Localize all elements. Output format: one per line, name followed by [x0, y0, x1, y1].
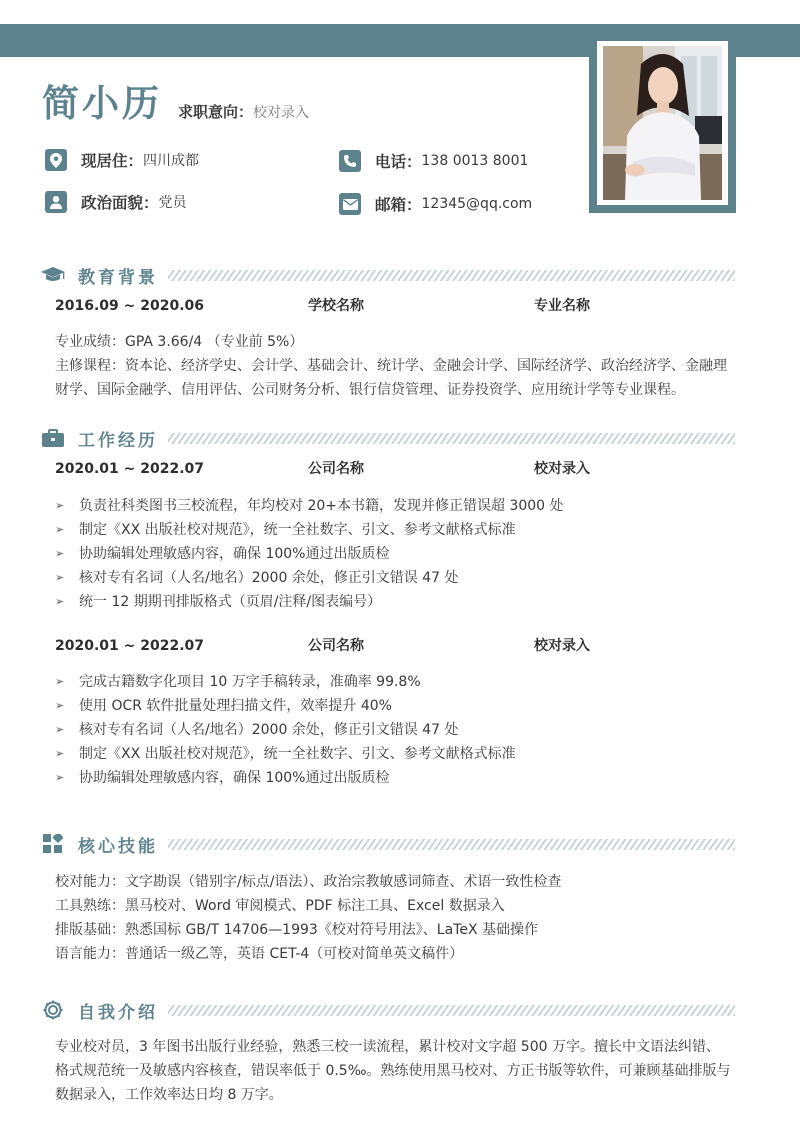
skills-list [55, 870, 735, 966]
profile-photo-illustration [603, 46, 722, 200]
section-divider-stripe [168, 1005, 735, 1016]
education-date: 2016.09 ~ 2020.06 [55, 298, 205, 314]
job-date: 2020.01 ~ 2022.07 [55, 638, 205, 654]
job-bullets [55, 494, 735, 614]
mail-icon [339, 193, 361, 215]
job-bullets [55, 670, 735, 790]
list-item: ➢ 协助编辑处理敏感内容，确保 100%通过出版质检 [55, 766, 735, 790]
list-item: ➢ 制定《XX 出版社校对规范》，统一全社数字、引文、参考文献格式标准 [55, 518, 735, 542]
education-row [55, 295, 735, 317]
phone-icon [339, 150, 361, 172]
arrow-bullet-icon: ➢ [55, 523, 65, 536]
education-courses-line-1: 主修课程：资本论、经济学史、会计学、基础会计、统计学、金融会计学、国际经济学、政治经济学、金融理 [55, 358, 727, 374]
job-company: 公司名称 [308, 461, 364, 477]
list-item: ➢ 负责社科类图书三校流程，年均校对 20+本书籍，发现并修正错误超 3000 处 [55, 494, 735, 518]
list-item: ➢ 协助编辑处理敏感内容，确保 100%通过出版质检 [55, 542, 735, 566]
graduation-cap-icon [40, 264, 66, 286]
info-political-status: 政治面貌： 党员 [45, 190, 187, 214]
job-row [55, 635, 735, 657]
about-text [55, 1035, 735, 1107]
candidate-name: 简小历 [42, 82, 162, 125]
education-major: 专业名称 [534, 298, 590, 314]
info-email: 邮箱： 12345@qq.com [339, 192, 532, 216]
arrow-bullet-icon: ➢ [55, 723, 65, 736]
arrow-bullet-icon: ➢ [55, 747, 65, 760]
section-skills-header [40, 831, 735, 857]
section-education-header [40, 262, 735, 288]
about-line: 格式规范统一及敏感内容核查，错误率低于 0.5‰。熟练使用黑马校对、方正书版等软件，可兼顾基础排版与 [55, 1063, 731, 1079]
section-education-title: 教育背景 [78, 267, 158, 288]
grid-blocks-icon [40, 833, 66, 855]
skill-line: 语言能力：普通话一级乙等，英语 CET-4（可校对简单英文稿件） [55, 946, 464, 962]
location-icon [45, 149, 67, 171]
job-intent-value: 校对录入 [253, 105, 310, 121]
arrow-bullet-icon: ➢ [55, 571, 65, 584]
about-line: 专业校对员，3 年图书出版行业经验，熟悉三校一读流程，累计校对文字超 500 万字。擅长中文语法纠错、 [55, 1039, 720, 1055]
job-intent [178, 101, 309, 124]
list-item: ➢ 核对专有名词（人名/地名）2000 余处，修正引文错误 47 处 [55, 718, 735, 742]
profile-photo-frame [589, 34, 736, 213]
profile-photo [603, 46, 722, 200]
list-item: ➢ 核对专有名词（人名/地名）2000 余处，修正引文错误 47 处 [55, 566, 735, 590]
section-work-header [40, 425, 735, 451]
skill-line: 校对能力：文字勘误（错别字/标点/语法）、政治宗教敏感词筛查、术语一致性检查 [55, 874, 562, 890]
arrow-bullet-icon: ➢ [55, 499, 65, 512]
arrow-bullet-icon: ➢ [55, 675, 65, 688]
person-icon [45, 191, 67, 213]
job-company: 公司名称 [308, 638, 364, 654]
section-divider-stripe [168, 270, 735, 281]
skill-line: 排版基础：熟悉国标 GB/T 14706—1993《校对符号用法》、LaTeX 基础操作 [55, 922, 538, 938]
section-skills-title: 核心技能 [78, 836, 158, 857]
section-work-title: 工作经历 [78, 430, 158, 451]
education-courses-line-2: 财学、国际金融学、信用评估、公司财务分析、银行信贷管理、证券投资学、应用统计学等专业课程。 [55, 382, 685, 398]
arrow-bullet-icon: ➢ [55, 699, 65, 712]
job-position: 校对录入 [534, 638, 590, 654]
about-line: 数据录入，工作效率达日均 8 万字。 [55, 1087, 283, 1103]
section-divider-stripe [168, 839, 735, 850]
info-phone: 电话： 138 0013 8001 [339, 149, 528, 173]
briefcase-icon [40, 427, 66, 449]
arrow-bullet-icon: ➢ [55, 771, 65, 784]
education-school: 学校名称 [308, 298, 364, 314]
skill-line: 工具熟练：黑马校对、Word 审阅模式、PDF 标注工具、Excel 数据录入 [55, 898, 505, 914]
list-item: ➢ 使用 OCR 软件批量处理扫描文件，效率提升 40% [55, 694, 735, 718]
arrow-bullet-icon: ➢ [55, 595, 65, 608]
education-gpa: 专业成绩：GPA 3.66/4 （专业前 5%） [55, 334, 304, 350]
info-residence: 现居住： 四川成都 [45, 148, 199, 172]
job-position: 校对录入 [534, 461, 590, 477]
section-divider-stripe [168, 433, 735, 444]
arrow-bullet-icon: ➢ [55, 547, 65, 560]
job-intent-label: 求职意向： [178, 103, 254, 121]
list-item: ➢ 统一 12 期期刊排版格式（页眉/注释/图表编号） [55, 590, 735, 614]
section-about-header [40, 997, 735, 1023]
list-item: ➢ 完成古籍数字化项目 10 万字手稿转录，准确率 99.8% [55, 670, 735, 694]
section-about-title: 自我介绍 [78, 1002, 158, 1023]
education-details [55, 330, 735, 402]
job-date: 2020.01 ~ 2022.07 [55, 461, 205, 477]
gear-icon [40, 999, 66, 1021]
job-row [55, 458, 735, 480]
list-item: ➢ 制定《XX 出版社校对规范》，统一全社数字、引文、参考文献格式标准 [55, 742, 735, 766]
